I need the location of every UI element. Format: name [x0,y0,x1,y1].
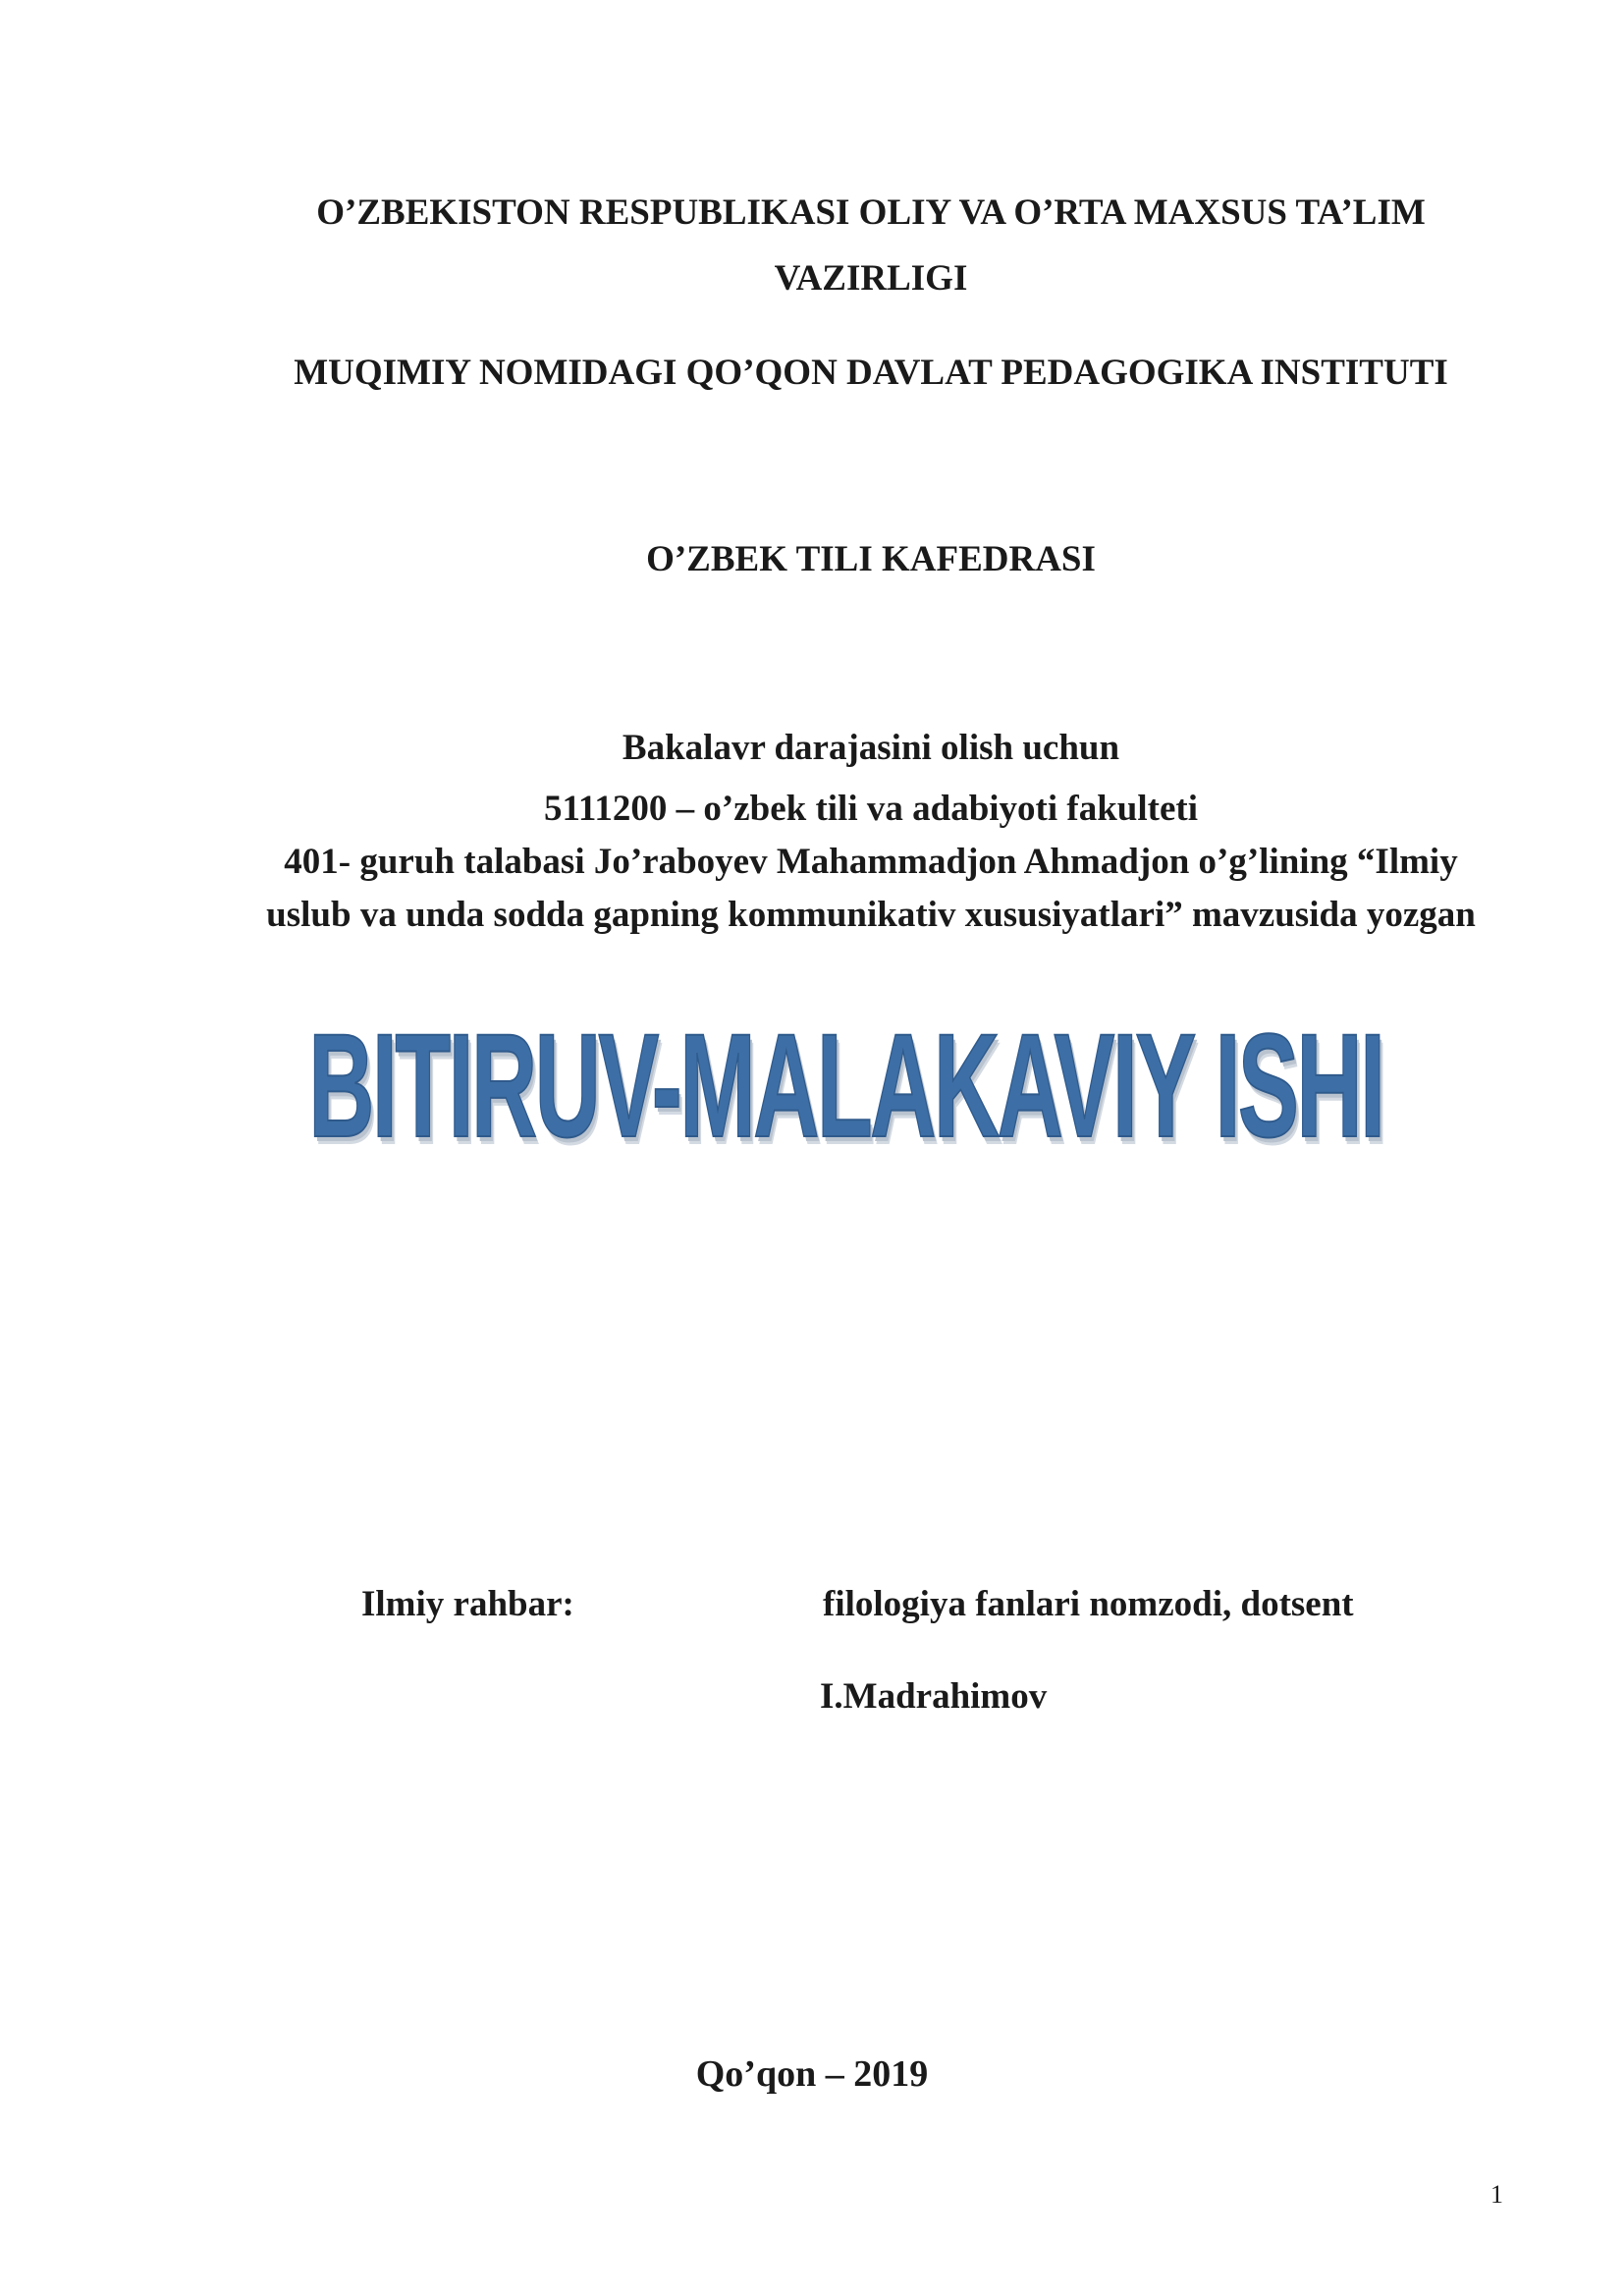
place-year: Qo’qon – 2019 [695,2053,929,2095]
student-line-1: 401- guruh talabasi Jo’raboyev Mahammadjon Ahmadjon o’g’lining “Ilmiy [284,842,1458,882]
ministry-line-2: VAZIRLIGI [774,258,968,299]
department-name: O’ZBEK TILI KAFEDRASI [646,539,1096,579]
faculty-line: 5111200 – o’zbek tili va adabiyoti fakulteti [543,789,1199,829]
student-line-2: uslub va unda sodda gapning kommunikativ xususiyatlari” mavzusida yozgan [266,895,1476,935]
institute-name: MUQIMIY NOMIDAGI QO’QON DAVLAT PEDAGOGIKA INSTITUTI [294,353,1448,393]
degree-purpose: Bakalavr darajasini olish uchun [622,728,1120,768]
page-number: 1 [1490,2180,1503,2209]
supervisor-name: I.Madrahimov [820,1676,1048,1717]
supervisor-label: Ilmiy rahbar: [361,1584,574,1624]
work-title: BITIRUV-MALAKAVIY ISHI [308,1003,1383,1168]
ministry-line-1: O’ZBEKISTON RESPUBLIKASI OLIY VA O’RTA MAXSUS TA’LIM [316,192,1426,233]
supervisor-title: filologiya fanlari nomzodi, dotsent [823,1584,1354,1624]
